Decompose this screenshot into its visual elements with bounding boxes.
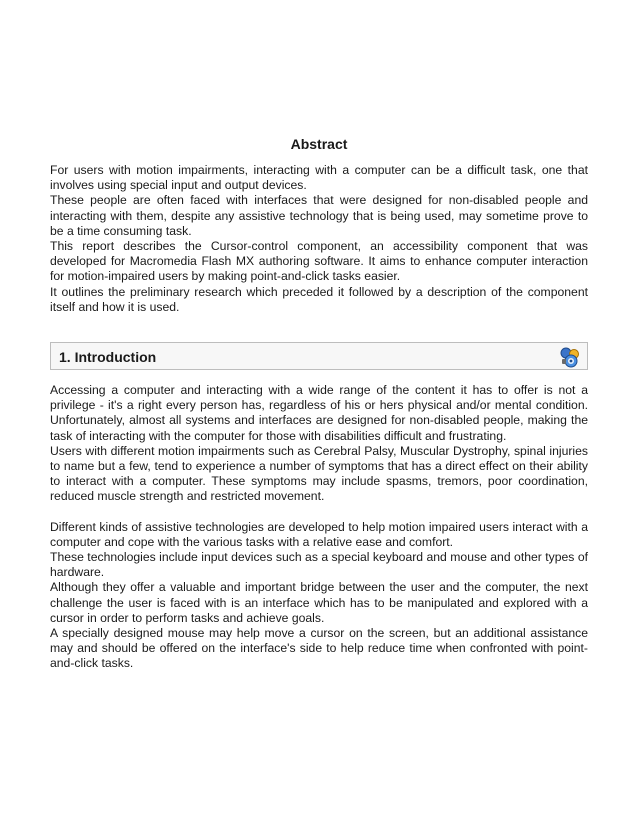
abstract-paragraph: This report describes the Cursor-control component, an accessibility component that was developed for Macromedia Flash MX authoring software. It aims to enhance computer interaction for motion-impaired users by making point-and-click tasks easier. [50, 239, 588, 284]
abstract-paragraph: It outlines the preliminary research which preceded it followed by a description of the component itself and how it is used. [50, 284, 588, 314]
introduction-paragraph: A specially designed mouse may help move a cursor on the screen, but an additional assistance may and should be offered on the interface's side to help reduce time when confronted with point-and-click tasks. [50, 626, 588, 671]
section-title: 1. Introduction [59, 349, 157, 366]
accessibility-app-icon [559, 346, 581, 368]
abstract-title: Abstract [290, 136, 348, 152]
abstract-paragraph: These people are often faced with interfaces that were designed for non-disabled people and interacting with them, despite any assistive technology that is being used, may sometime prove to be a time consuming task. [50, 193, 588, 238]
abstract-paragraph: For users with motion impairments, interacting with a computer can be a difficult task, one that involves using special input and output devices. [50, 163, 588, 193]
paragraph-gap [50, 505, 588, 520]
document-page [50, 0, 588, 672]
introduction-section-header [50, 342, 588, 370]
introduction-body [50, 383, 588, 672]
introduction-paragraph: Users with different motion impairments such as Cerebral Palsy, Muscular Dystrophy, spinal injuries to name but a few, tend to experience a number of symptoms that has a direct effect on their ability to interact with a computer. These symptoms may include spasms, tremors, poor coordination, reduced muscle strength and restricted movement. [50, 443, 588, 504]
abstract-body [50, 163, 588, 315]
introduction-paragraph: Although they offer a valuable and important bridge between the user and the computer, the next challenge the user is faced with is an interface which has to be manipulated and explored with a cursor in order to perform tasks and achieve goals. [50, 580, 588, 625]
introduction-paragraph: These technologies include input devices such as a special keyboard and mouse and other types of hardware. [50, 550, 588, 580]
introduction-paragraph: Accessing a computer and interacting with a wide range of the content it has to offer is not a privilege - it's a right every person has, regardless of his or hers physical and/or mental condition. Unfortunately, almost all systems and interfaces are designed for non-disabled people, making the task of interacting with the computer for those with disabilities difficult and frustrating. [50, 383, 588, 443]
introduction-paragraph: Different kinds of assistive technologies are developed to help motion impaired users interact with a computer and cope with the various tasks with a relative ease and comfort. [50, 519, 588, 549]
